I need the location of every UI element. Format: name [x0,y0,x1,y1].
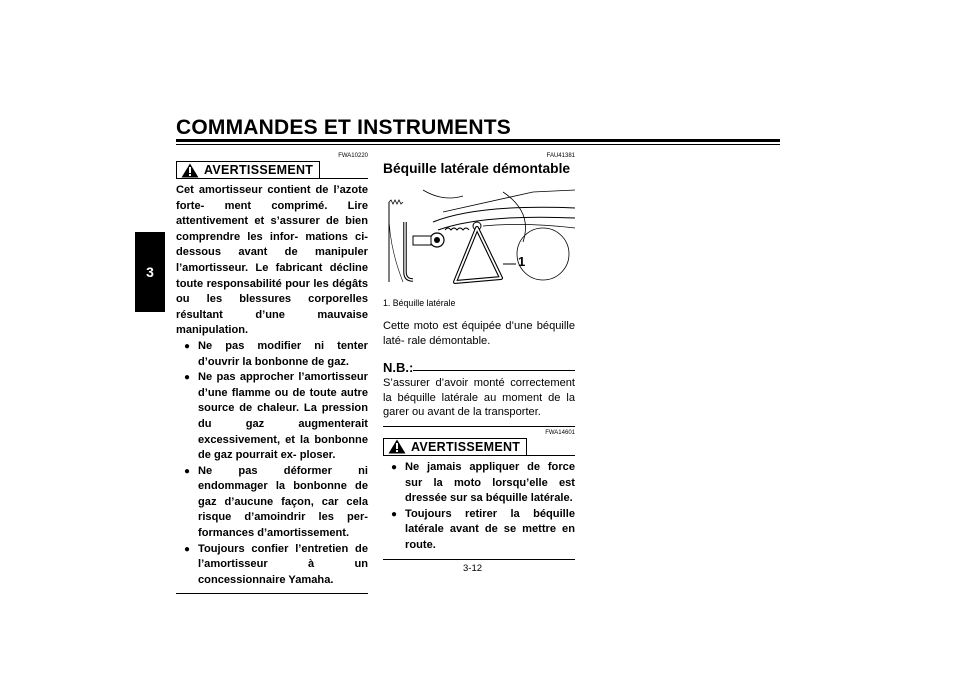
figure-callout-number: 1 [518,254,526,269]
header-rule-thick [176,139,780,142]
bullet-icon: ● [184,340,191,352]
warning-code: FWA10220 [338,153,368,159]
warning-triangle-icon [181,163,199,178]
warning-rule-2 [517,455,575,456]
warning-header-2 [383,438,575,456]
side-stand-illustration [383,182,575,294]
warning-triangle-icon [388,439,406,454]
right-column [383,153,575,560]
warning-bullets-2 [383,460,575,554]
list-item: ● Toujours retirer la béquille latérale avant de se mettre en route. [391,507,575,554]
list-item: ● Ne jamais appliquer de force sur la moto lorsqu’elle est dressée sur sa béquille latérale. [391,460,575,507]
warning-intro: Cet amortisseur contient de l’azote forte- ment comprimé. Lire attentivement et s’assurer de bien comprendre les infor- mations ci-dessous avant de manipuler l’amortisseur. Le fabricant décline toute responsabilité pour les dégâts ou les blessures corporelles résultant d’une mauvaise manipulation. [176,184,368,337]
section-body: Cette moto est équipée d’une béquille laté- rale démontable. [383,320,575,347]
warning-end-rule-2 [383,559,575,560]
page-number: 3-12 [463,563,483,574]
bullet-icon: ● [184,372,191,384]
nb-end-rule [383,426,575,427]
list-item: ● Ne pas approcher l’amortisseur d’une flamme ou de toute autre source de chaleur. La pression du gaz augmenterait excessivement, et la bonbonne de gaz pourrait ex- ploser. [184,370,368,464]
warning-bullets [176,339,368,589]
chapter-tab-label: 3 [146,264,154,280]
chapter-tab [135,232,165,312]
page-title: COMMANDES ET INSTRUMENTS [176,116,511,139]
list-item: ● Ne pas modifier ni tenter d’ouvrir la bonbonne de gaz. [184,339,368,370]
bullet-icon: ● [184,543,191,555]
nb-rule [413,370,575,371]
warning-code-2: FWA14601 [545,429,575,436]
warning-rule [310,178,368,179]
warning-label: AVERTISSEMENT [204,163,314,177]
section-code: FAU41381 [546,153,575,159]
list-item: ● Ne pas déformer ni endommager la bonbonne de gaz d’aucune façon, car cela risque d’amoindrir les per- formances d’amortissement. [184,464,368,542]
warning-label-2: AVERTISSEMENT [411,439,521,454]
bullet-icon: ● [184,465,191,477]
bullet-icon: ● [391,508,398,520]
nb-header [383,359,575,375]
bullet-icon: ● [391,461,398,473]
nb-label: N.B.: [383,360,414,376]
left-column [176,153,368,594]
list-item: ● Toujours confier l’entretien de l’amortisseur à un concessionnaire Yamaha. [184,542,368,589]
warning-badge [176,161,320,179]
nb-text: S’assurer d’avoir monté correctement la béquille latérale au moment de la garer ou avant de la transporter. [383,377,575,419]
warning-end-rule [176,593,368,594]
warning-header [176,161,368,179]
header-rule-thin [176,144,780,145]
side-stand-figure [383,182,575,294]
section-title: Béquille latérale démontable [383,161,571,176]
figure-caption: 1. Béquille latérale [383,298,456,308]
warning-badge-2 [383,438,527,456]
